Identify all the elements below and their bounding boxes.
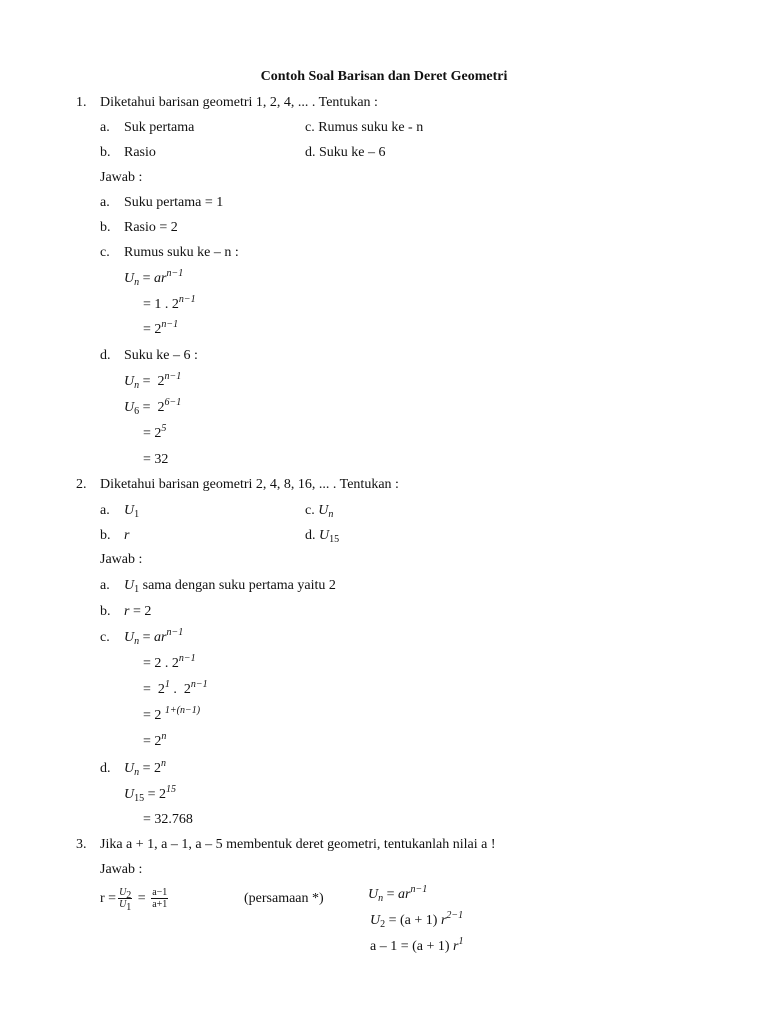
q2-answer-c-marker: c. [100, 630, 110, 645]
q1-answer-c: Rumus suku ke – n : [124, 245, 239, 260]
q1-d-result: = 32 [143, 452, 169, 467]
q1-formula-step1: = 1 . $2^{n-1}$ [143, 294, 196, 312]
q2-option-a: $U_1$ [124, 503, 140, 520]
q2-option-b-marker: b. [100, 528, 111, 543]
q2-answer-a-marker: a. [100, 578, 110, 593]
q2-jawab: Jawab : [100, 552, 143, 567]
question-3-text: Jika a + 1, a – 1, a – 5 membentuk deret geometri, tentukanlah nilai a ! [100, 837, 496, 852]
q1-answer-c-marker: c. [100, 245, 110, 260]
question-2-number: 2. [76, 477, 87, 492]
q1-option-a: Suk pertama [124, 120, 195, 135]
q2-c-step1: $U_n = ar^{n-1}$ [124, 627, 184, 647]
q1-answer-a-marker: a. [100, 195, 110, 210]
q1-option-b: Rasio [124, 145, 156, 160]
q3-formula-step: a – 1 = (a + 1) $r^1$ [370, 936, 464, 954]
q3-persamaan-label: (persamaan *) [244, 891, 324, 906]
q3-formula-u2: $U_2 = (a + 1)$ $r^{2-1}$ [370, 910, 464, 930]
page-title: Contoh Soal Barisan dan Deret Geometri [260, 69, 508, 84]
q2-option-d: d. $U_{15}$ [305, 528, 340, 545]
q1-option-c: c. Rumus suku ke - n [305, 120, 424, 135]
q2-answer-b: r = 2 [124, 604, 152, 619]
q2-option-c: c. $U_n$ [305, 503, 334, 520]
q3-jawab: Jawab : [100, 862, 143, 877]
q2-answer-b-marker: b. [100, 604, 111, 619]
q2-option-a-marker: a. [100, 503, 110, 518]
q1-answer-a: Suku pertama = 1 [124, 195, 224, 210]
q2-c-step3: = $2^1$ . $2^{n-1}$ [143, 679, 208, 697]
q1-answer-b-marker: b. [100, 220, 111, 235]
q1-answer-d-marker: d. [100, 348, 111, 363]
q1-d-step3: = $2^5$ [143, 423, 167, 441]
q1-d-step1: $U_n = 2^{n-1}$ [124, 371, 182, 391]
q2-d-step2: $U_{15} = 2^{15}$ [124, 784, 177, 804]
q1-jawab: Jawab : [100, 170, 143, 185]
q2-c-step4: = 2 $^{1+(n-1)}$ [143, 705, 201, 723]
q2-d-step1: $U_n = 2^n$ [124, 758, 167, 778]
q2-d-result: = 32.768 [143, 812, 193, 827]
q2-c-step2: = 2 . $2^{n-1}$ [143, 653, 196, 671]
q1-answer-b: Rasio = 2 [124, 220, 178, 235]
q2-answer-d-marker: d. [100, 761, 111, 776]
q1-formula-un: $U_n = ar^{n-1}$ [124, 268, 184, 288]
q3-formula-un: $U_n = ar^{n-1}$ [368, 884, 428, 904]
q1-option-a-marker: a. [100, 120, 110, 135]
q2-c-step5: = $2^n$ [143, 731, 167, 749]
q2-option-b: r [124, 528, 130, 543]
q1-option-b-marker: b. [100, 145, 111, 160]
q1-d-step2: $U_6 = 2^{6-1}$ [124, 397, 182, 417]
question-1-text: Diketahui barisan geometri 1, 2, 4, ... . Tentukan : [100, 95, 378, 110]
question-1-number: 1. [76, 95, 87, 110]
q1-answer-d: Suku ke – 6 : [124, 348, 198, 363]
q2-answer-a: $U_1$ sama dengan suku pertama yaitu 2 [124, 578, 336, 595]
q3-ratio-equation: r = $\frac{U_2}{U_1}$ = $\frac{a-1}{a+1}$ [100, 887, 168, 914]
question-2-text: Diketahui barisan geometri 2, 4, 8, 16, ... . Tentukan : [100, 477, 399, 492]
q1-formula-step2: = $2^{n-1}$ [143, 319, 179, 337]
q1-option-d: d. Suku ke – 6 [305, 145, 386, 160]
question-3-number: 3. [76, 837, 87, 852]
